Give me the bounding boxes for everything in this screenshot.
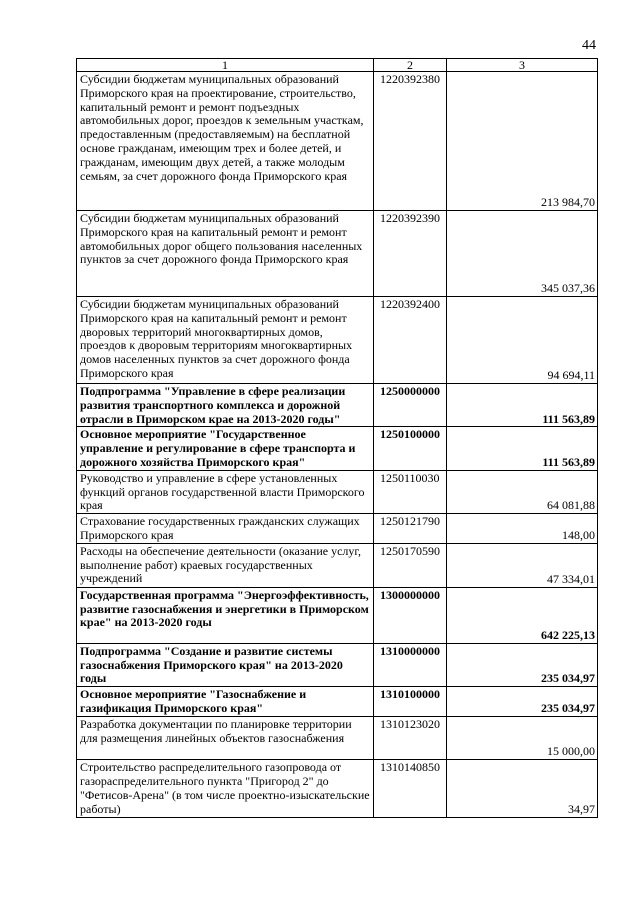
row-code: 1220392380: [374, 72, 447, 211]
row-code: 1250000000: [374, 384, 447, 427]
table-row: [77, 211, 598, 297]
row-name: Расходы на обеспечение деятельности (оказание услуг, выполнение работ) краевых государственных учреждений: [77, 543, 374, 587]
row-name: Подпрограмма "Управление в сфере реализации развития транспортного комплекса и дорожной отрасли в Приморском крае на 2013-2020 годы": [77, 384, 374, 427]
table-row: [77, 587, 598, 643]
row-amount: 642 225,13: [447, 587, 598, 643]
page-number: 44: [582, 38, 596, 53]
row-name: Строительство распределительного газопровода от газораспределительного пункта "Пригород 2" до "Фетисов-Арена" (в том числе проектно-изыскательские работы): [77, 760, 374, 818]
table-row: [77, 514, 598, 544]
row-name: Государственная программа "Энергоэффективность, развитие газоснабжения и энергетики в Приморском крае" на 2013-2020 годы: [77, 587, 374, 643]
row-amount: 111 563,89: [447, 427, 598, 470]
row-code: 1220392400: [374, 297, 447, 384]
row-code: 1310000000: [374, 643, 447, 686]
row-code: 1250170590: [374, 543, 447, 587]
table-row: [77, 760, 598, 818]
row-code: 1310140850: [374, 760, 447, 818]
row-name: Основное мероприятие "Газоснабжение и газификация Приморского края": [77, 687, 374, 717]
row-name: Основное мероприятие "Государственное управление и регулирование в сфере транспорта и дорожного хозяйства Приморского края": [77, 427, 374, 470]
row-amount: 111 563,89: [447, 384, 598, 427]
table-row: [77, 687, 598, 717]
row-name: Руководство и управление в сфере установленных функций органов государственной власти Приморского края: [77, 470, 374, 513]
table-header-row: [77, 59, 598, 72]
budget-table-body: [77, 59, 598, 818]
budget-table: [76, 58, 598, 818]
column-header-amount: 3: [447, 59, 598, 72]
row-amount: 148,00: [447, 514, 598, 544]
row-name: Страхование государственных гражданских служащих Приморского края: [77, 514, 374, 544]
row-name: Субсидии бюджетам муниципальных образований Приморского края на проектирование, строительство, капитальный ремонт и ремонт подъездных автомобильных дорог, проездов к земельным участкам, предоставленным (предоставляемым) на бесплатной основе гражданам, имеющим трех и более детей, и гражданам, имеющим двух детей, а также молодым семьям, за счет дорожного фонда Приморского края: [77, 72, 374, 211]
table-row: [77, 297, 598, 384]
row-amount: 94 694,11: [447, 297, 598, 384]
table-row: [77, 384, 598, 427]
row-name: Подпрограмма "Создание и развитие системы газоснабжения Приморского края" на 2013-2020 годы: [77, 643, 374, 686]
row-amount: 213 984,70: [447, 72, 598, 211]
column-header-code: 2: [374, 59, 447, 72]
row-code: 1250110030: [374, 470, 447, 513]
row-code: 1310100000: [374, 687, 447, 717]
table-row: [77, 543, 598, 587]
row-code: 1250121790: [374, 514, 447, 544]
row-amount: 235 034,97: [447, 687, 598, 717]
table-row: [77, 427, 598, 470]
row-amount: 34,97: [447, 760, 598, 818]
table-row: [77, 717, 598, 760]
row-code: 1310123020: [374, 717, 447, 760]
table-row: [77, 470, 598, 513]
row-name: Субсидии бюджетам муниципальных образований Приморского края на капитальный ремонт и ремонт дворовых территорий многоквартирных домов, проездов к дворовым территориям многоквартирных домов населенных пунктов за счет дорожного фонда Приморского края: [77, 297, 374, 384]
row-code: 1250100000: [374, 427, 447, 470]
row-amount: 235 034,97: [447, 643, 598, 686]
row-code: 1300000000: [374, 587, 447, 643]
row-amount: 15 000,00: [447, 717, 598, 760]
row-amount: 47 334,01: [447, 543, 598, 587]
row-name: Разработка документации по планировке территории для размещения линейных объектов газоснабжения: [77, 717, 374, 760]
row-name: Субсидии бюджетам муниципальных образований Приморского края на капитальный ремонт и ремонт автомобильных дорог общего пользования населенных пунктов за счет дорожного фонда Приморского края: [77, 211, 374, 297]
row-amount: 345 037,36: [447, 211, 598, 297]
table-row: [77, 643, 598, 686]
column-header-name: 1: [77, 59, 374, 72]
row-amount: 64 081,88: [447, 470, 598, 513]
row-code: 1220392390: [374, 211, 447, 297]
table-row: [77, 72, 598, 211]
